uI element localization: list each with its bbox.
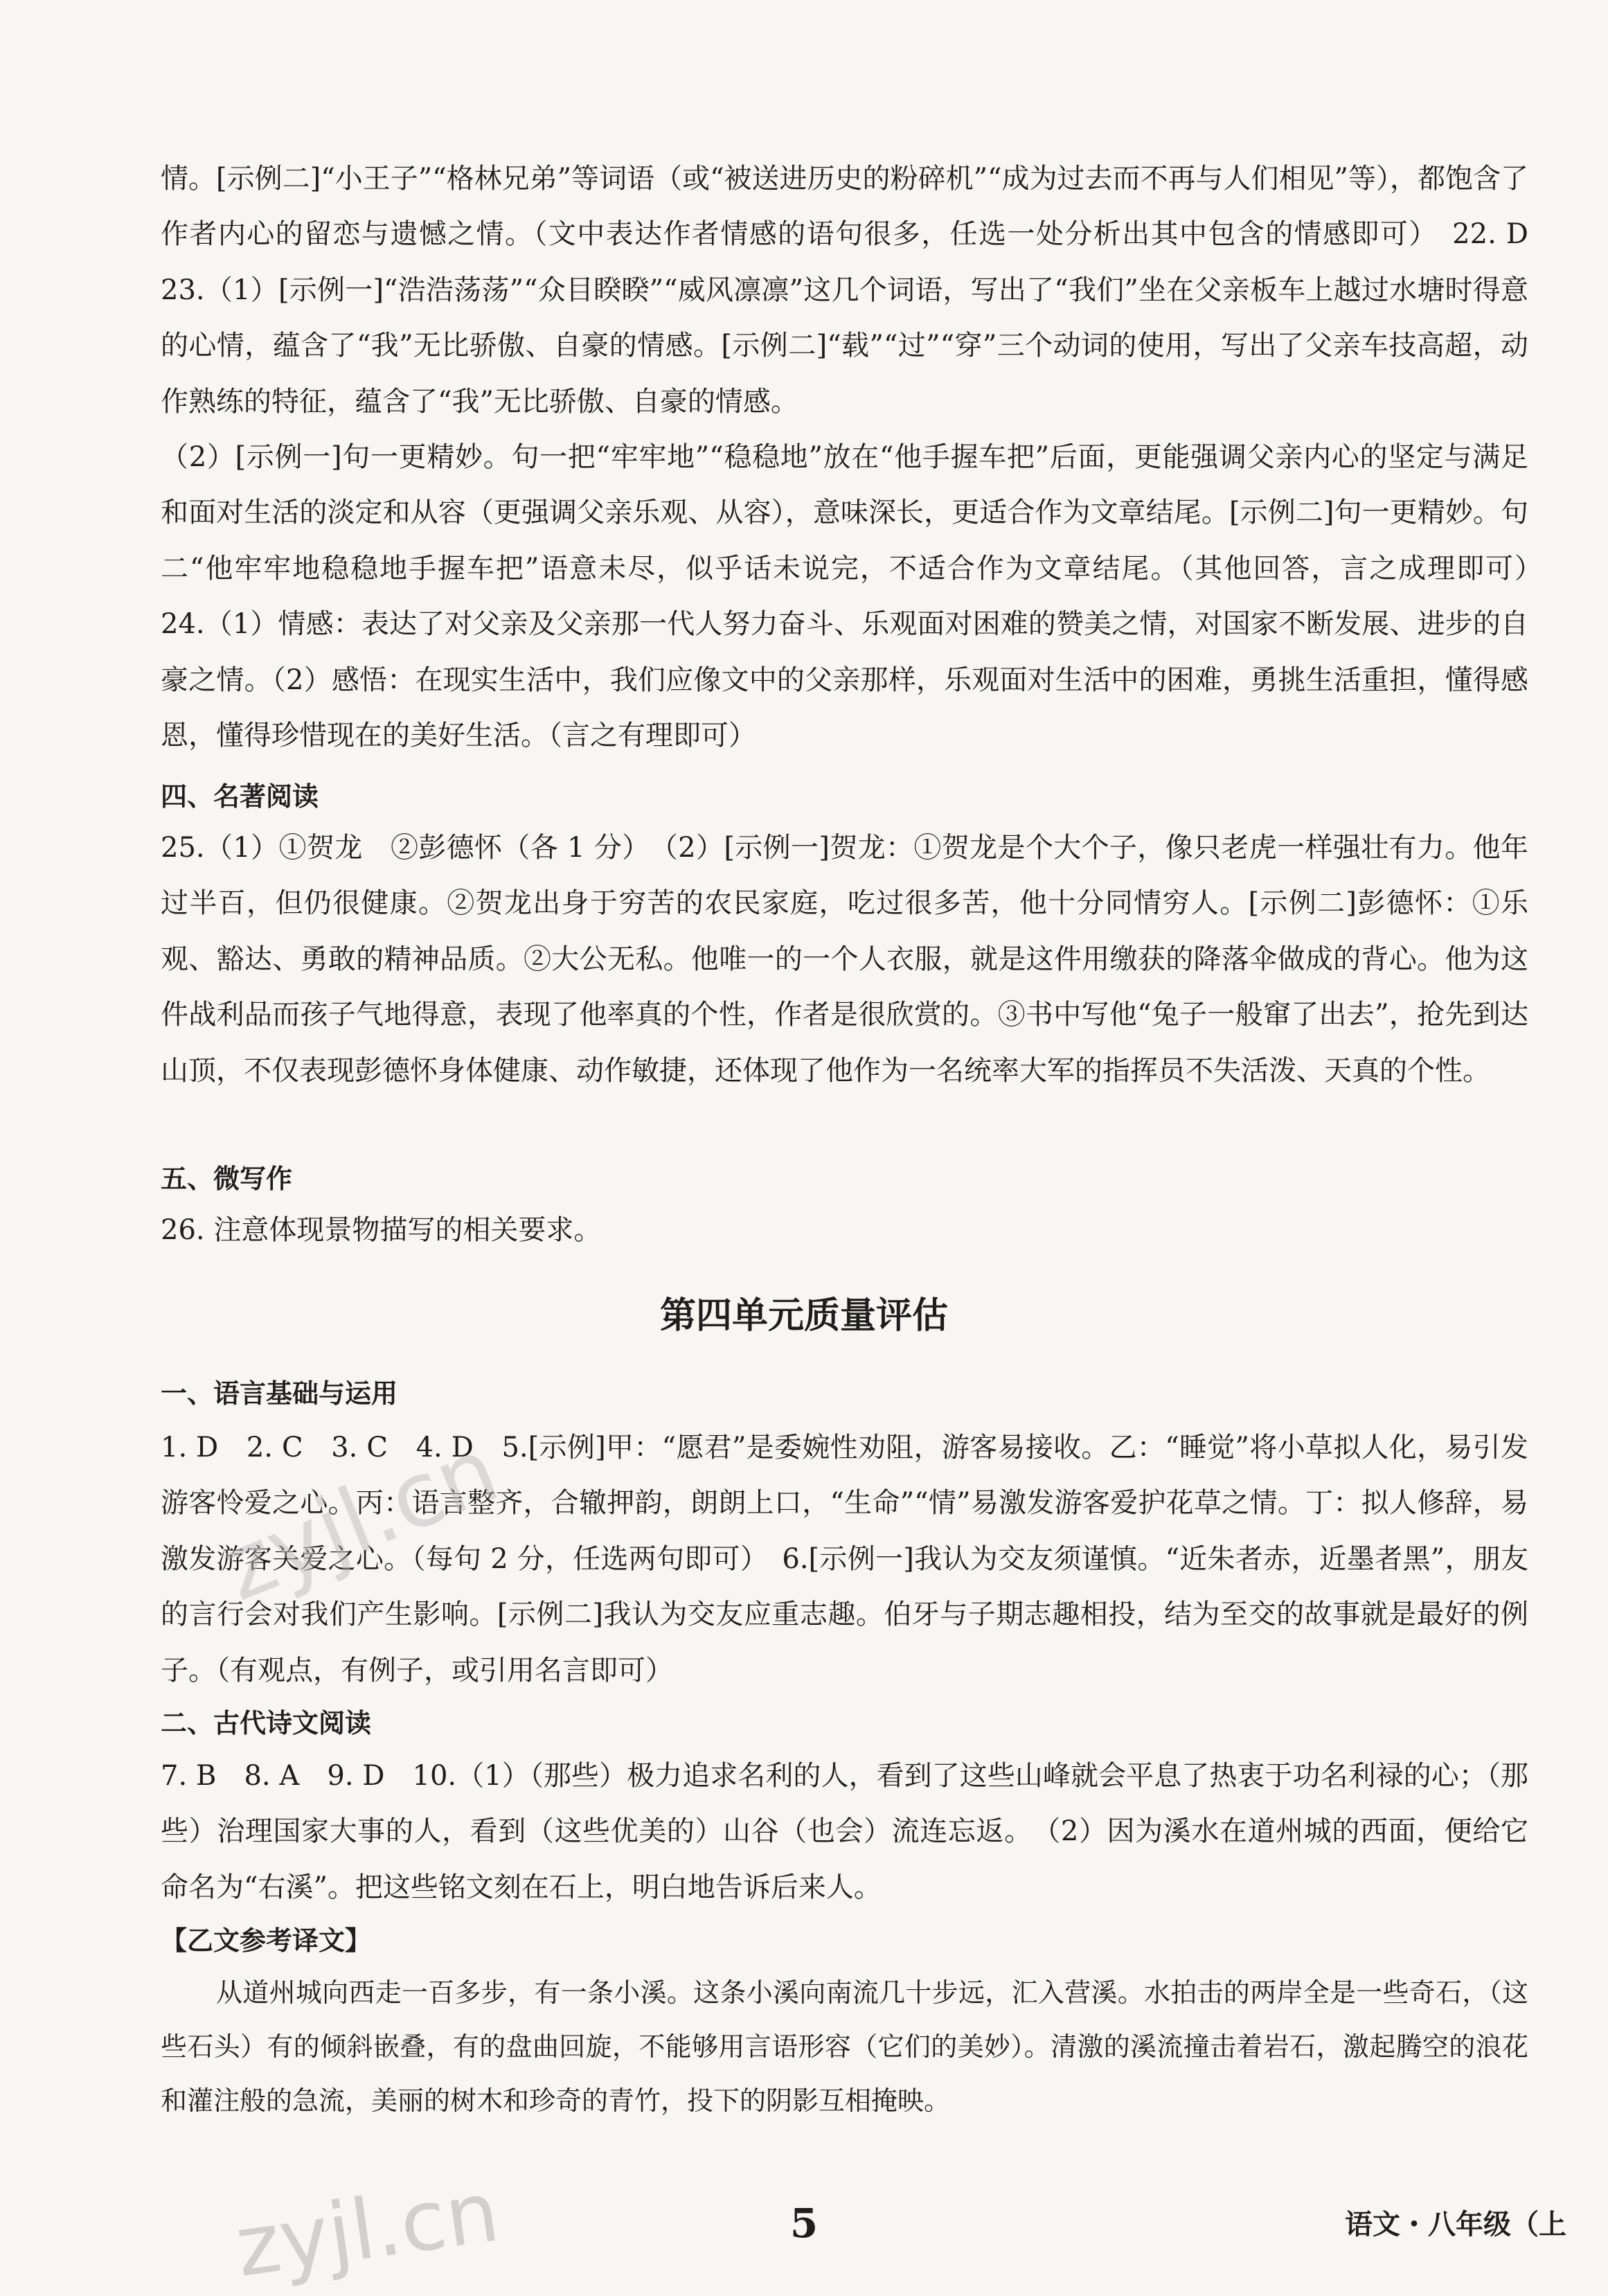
language-basics-answers	[161, 1420, 1528, 1698]
section-heading-ancient-poetry: 二、古代诗文阅读	[161, 1708, 372, 1738]
page-number: 5	[789, 2200, 819, 2247]
section-heading-classics: 四、名著阅读	[161, 781, 319, 812]
answer-paragraph: 7. B 8. A 9. D 10.（1）（那些）极力追求名利的人，看到了这些山峰就会平息了热衷于功名利禄的心；（那些）治理国家大事的人，看到（这些优美的）山谷（也会）流连忘返。 （2）因为溪水在道州城的西面，便给它命名为“右溪”。把这些铭文刻在石上，明白地告诉后来人。	[161, 1760, 1528, 1903]
answer-paragraph: （2）[示例一]句一更精妙。句一把“牢牢地”“稳稳地”放在“他手握车把”后面，更能强调父亲内心的坚定与满足和面对生活的淡定和从容（更强调父亲乐观、从容），意味深长，更适合作为文章结尾。[示例二]句一更精妙。句二“他牢牢地稳稳地手握车把”语意未尽，似乎话未说完，不适合作为文章结尾。（其他回答，言之成理即可） 24.（1）情感：表达了对父亲及父亲那一代人努力奋斗、乐观面对困难的赞美之情，对国家不断发展、进步的自豪之情。（2）感悟：在现实生活中，我们应像文中的父亲那样，乐观面对生活中的困难，勇挑生活重担，懂得感恩，懂得珍惜现在的美好生活。（言之有理即可）	[161, 441, 1556, 752]
section-heading-language-basics: 一、语言基础与运用	[161, 1378, 398, 1409]
translation-heading: 【乙文参考译文】	[161, 1925, 372, 1956]
answer-paragraph: 1. D 2. C 3. C 4. D 5.[示例]甲：“愿君”是委婉性劝阻，游客易接收。乙：“睡觉”将小草拟人化，易引发游客怜爱之心。丙：语言整齐，合辙押韵，朗朗上口，“生命”“情”易激发游客爱护花草之情。丁：拟人修辞，易激发游客关爱之心。（每句 2 分，任选两句即可） 6.[示例一]我认为交友须谨慎。“近朱者赤，近墨者黑”，朋友的言行会对我们产生影响。[示例二]我认为交友应重志趣。伯牙与子期志趣相投，结为至交的故事就是最好的例子。（有观点，有例子，或引用名言即可）	[161, 1432, 1528, 1687]
answer-paragraph: 情。[示例二]“小王子”“格林兄弟”等词语（或“被送进历史的粉碎机”“成为过去而不再与人们相见”等），都饱含了作者内心的留恋与遗憾之情。（文中表达作者情感的语句很多，任选一处分析出其中包含的情感即可） 22. D 23.（1）[示例一]“浩浩荡荡”“众目睽睽”“威风凛凛”这几个词语，写出了“我们”坐在父亲板车上越过水塘时得意的心情，蕴含了“我”无比骄傲、自豪的情感。[示例二]“载”“过”“穿”三个动词的使用，写出了父亲车技高超，动作熟练的特征，蕴含了“我”无比骄傲、自豪的情感。	[161, 163, 1556, 418]
subject-grade-label: 语文・八年级（上	[1345, 2209, 1566, 2241]
micro-writing-answer	[161, 1202, 1528, 1258]
translation-text	[161, 1966, 1528, 2128]
translation-paragraph: 从道州城向西走一百多步，有一条小溪。这条小溪向南流几十步远，汇入营溪。水拍击的两岸全是一些奇石，（这些石头）有的倾斜嵌叠，有的盘曲回旋，不能够用言语形容（它们的美妙）。清激的溪流撞击着岩石，激起腾空的浪花和灌注般的急流，美丽的树木和珍奇的青竹，投下的阴影互相掩映。	[161, 1977, 1528, 2116]
answers-continuation	[161, 151, 1556, 763]
section-heading-micro-writing: 五、微写作	[161, 1164, 293, 1194]
ancient-poetry-answers	[161, 1748, 1528, 1915]
classics-answers	[161, 820, 1528, 1098]
answer-paragraph: 26. 注意体现景物描写的相关要求。	[161, 1214, 602, 1246]
watermark-bottom: zyjl.cn	[230, 2164, 505, 2296]
unit-title: 第四单元质量评估	[659, 1295, 948, 1337]
watermark-middle: zyjl.cn	[208, 1416, 512, 1621]
answer-paragraph: 25.（1）①贺龙 ②彭德怀（各 1 分） （2）[示例一]贺龙：①贺龙是个大个子，像只老虎一样强壮有力。他年过半百，但仍很健康。②贺龙出身于穷苦的农民家庭，吃过很多苦，他十分同情穷人。[示例二]彭德怀：①乐观、豁达、勇敢的精神品质。②大公无私。他唯一的一个人衣服，就是这件用缴获的降落伞做成的背心。他为这件战利品而孩子气地得意，表现了他率真的个性，作者是很欣赏的。③书中写他“兔子一般窜了出去”，抢先到达山顶，不仅表现彭德怀身体健康、动作敏捷，还体现了他作为一名统率大军的指挥员不失活泼、天真的个性。	[161, 832, 1528, 1087]
